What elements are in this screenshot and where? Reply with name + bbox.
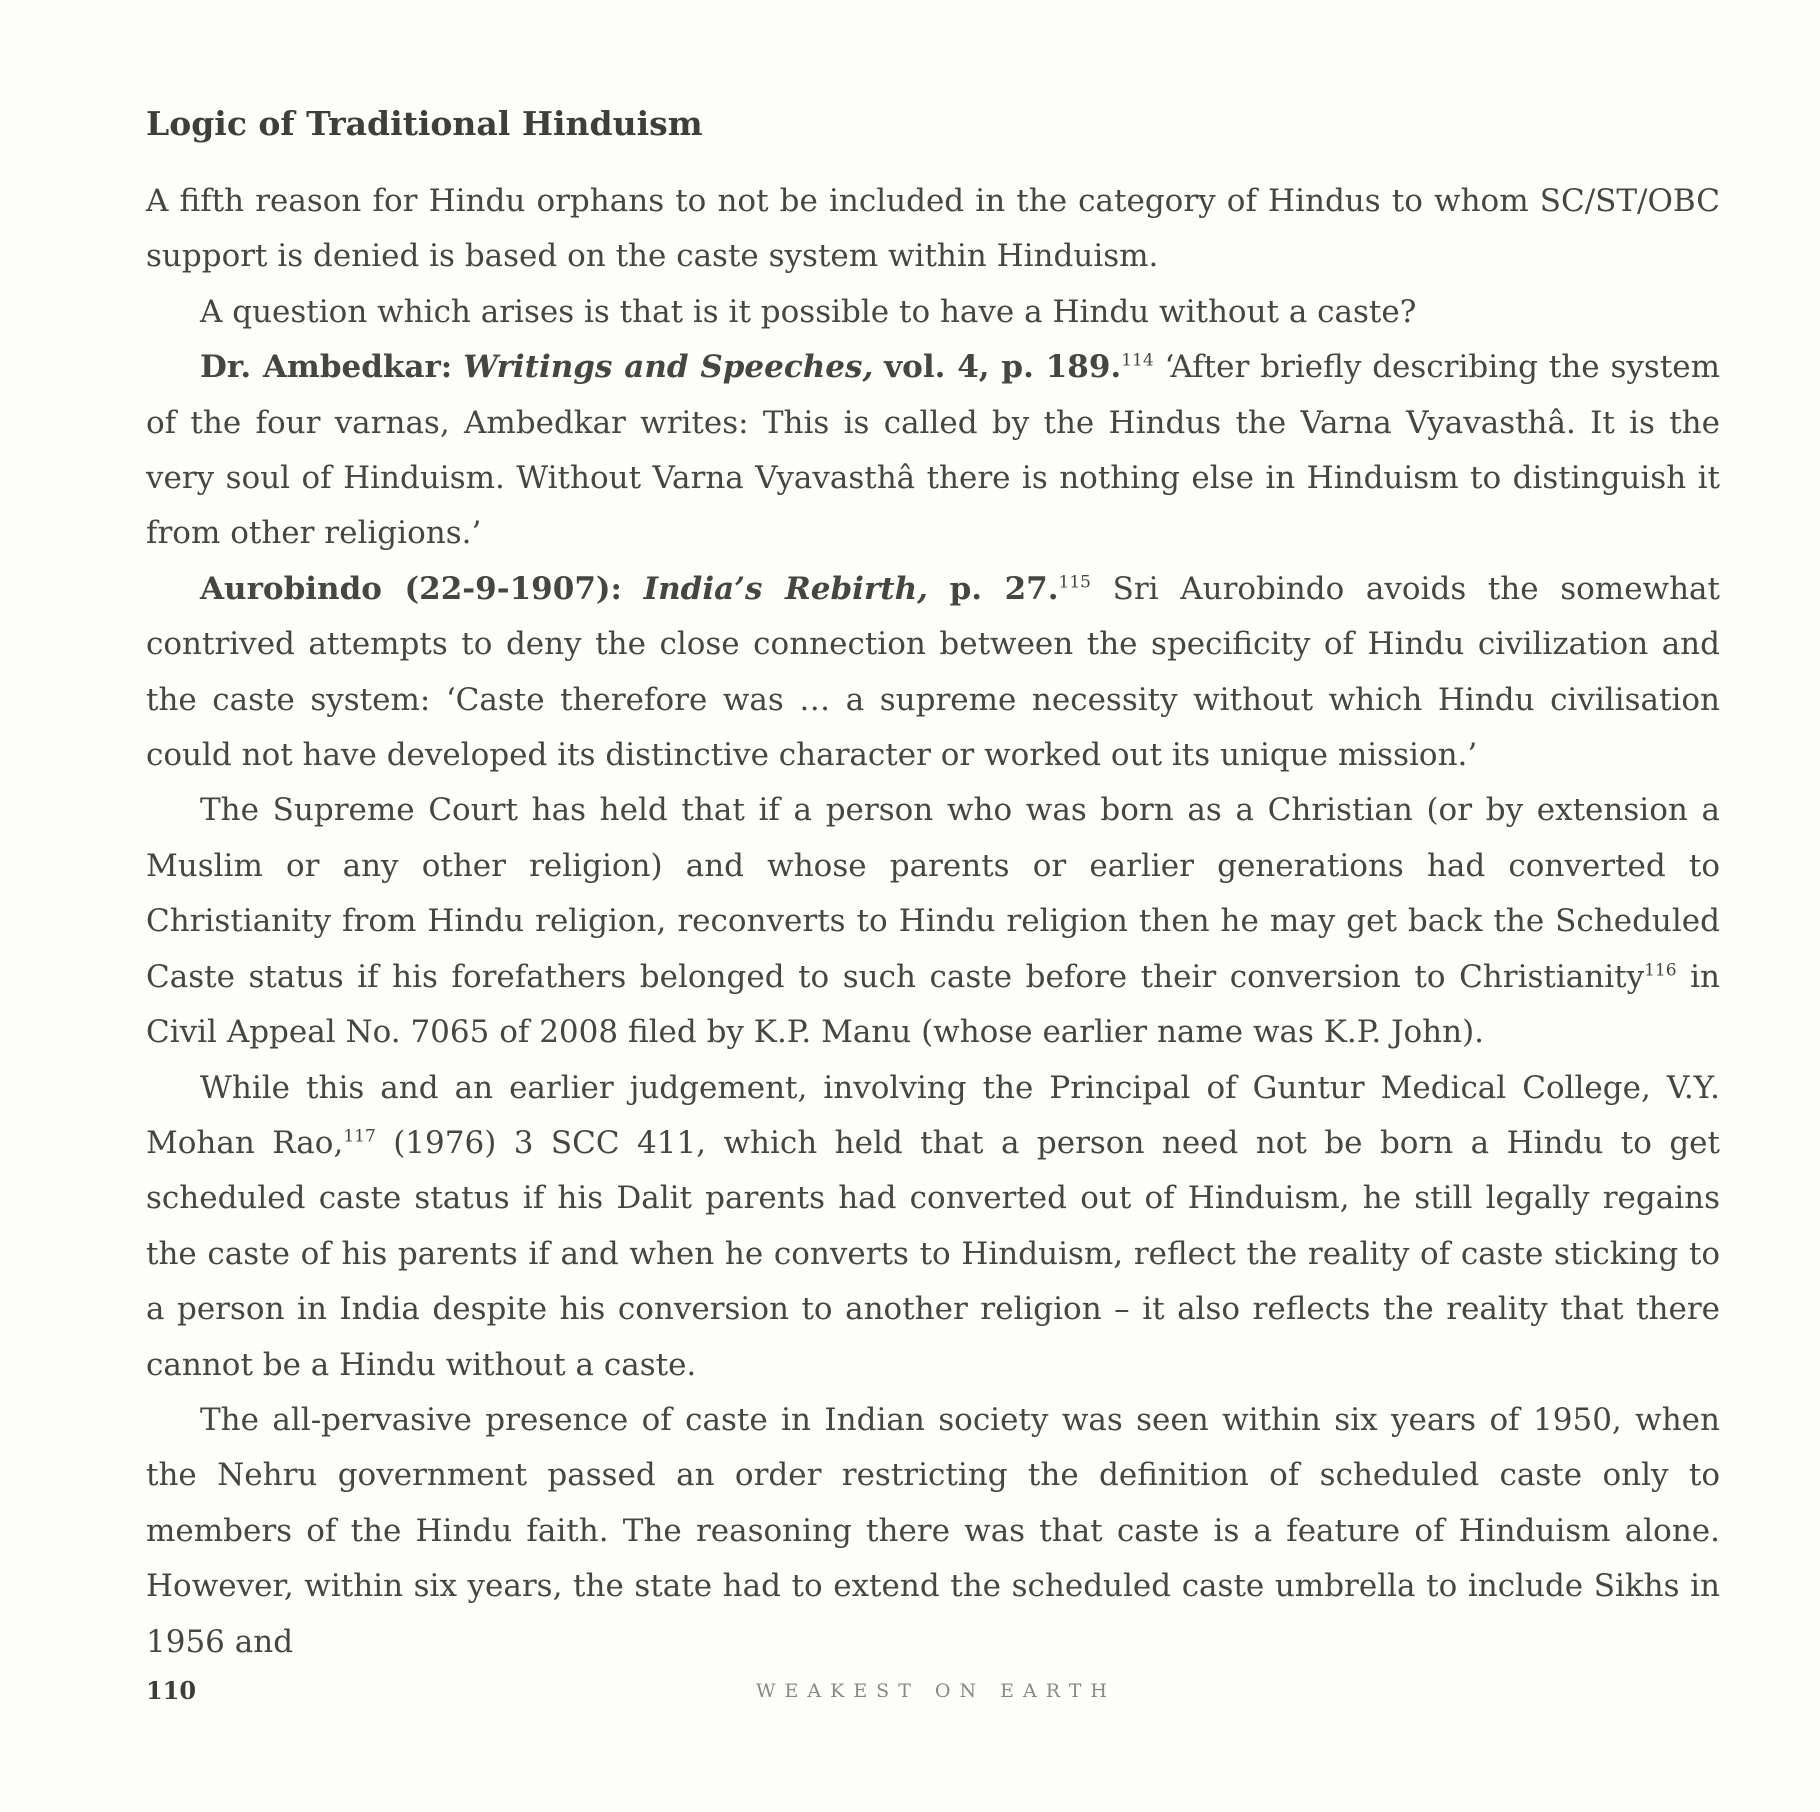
paragraph-4: [146, 562, 1720, 784]
paragraph-6: [146, 1061, 1720, 1393]
section-heading: Logic of Traditional Hinduism: [146, 104, 703, 143]
paragraph-5-text-a: The Supreme Court has held that if a person who was born as a Christian (or by extension a Muslim or any other religion) and whose parents or earlier generations had converted to Christianity from Hindu religion, reconverts to Hindu religion then he may get back the Scheduled Caste status if his forefathers belonged to such caste before their conversion to Christianity: [146, 792, 1720, 995]
footnote-ref-115: 115: [1058, 572, 1091, 593]
footnote-ref-114: 114: [1121, 350, 1154, 371]
paragraph-6-text-b: (1976) 3 SCC 411, which held that a person need not be born a Hindu to get scheduled caste status if his Dalit parents had converted out of Hinduism, he still legally regains the caste of his parents if and when he converts to Hinduism, reflect the reality of caste sticking to a person in India despite his conversion to another religion – it also reflects the reality that there cannot be a Hindu without a caste.: [146, 1124, 1720, 1383]
page-body: [146, 104, 1720, 1670]
paragraph-3-text: ‘After briefly describing the system of the four varnas, Ambedkar writes: This is called by the Hindus the Varna Vyavasthâ. It is the very soul of Hinduism. Without Varna Vyavasthâ there is nothing else in Hinduism to distinguish it from other religions.’: [146, 349, 1721, 552]
citation-author: Aurobindo (22-9-1907):: [200, 570, 623, 607]
footnote-ref-116: 116: [1644, 960, 1677, 981]
citation-page: vol. 4, p. 189.: [884, 349, 1122, 386]
paragraph-5-text-b: in Civil Appeal No. 7065 of 2008 filed by K.P. Manu (whose earlier name was K.P. John).: [146, 958, 1720, 1051]
paragraph-3: [146, 340, 1720, 562]
running-title: WEAKEST ON EARTH: [756, 1680, 1116, 1702]
paragraph-4-text: Sri Aurobindo avoids the somewhat contrived attempts to deny the close connection between the specificity of Hindu civilization and the caste system: ‘Caste therefore was … a supreme necessity without which Hindu civilisation could not have developed its distinctive character or worked out its unique mission.’: [146, 570, 1720, 774]
paragraph-1: A fifth reason for Hindu orphans to not be included in the category of Hindus to whom SC/ST/OBC support is denied is based on the caste system within Hinduism.: [146, 183, 1720, 275]
paragraph-7: The all-pervasive presence of caste in Indian society was seen within six years of 1950, when the Nehru government passed an order restricting the definition of scheduled caste only to members of the Hindu faith. The reasoning there was that caste is a feature of Hinduism alone. However, within six years, the state had to extend the scheduled caste umbrella to include Sikhs in 1956 and: [146, 1401, 1720, 1660]
citation-title: Writings and Speeches,: [463, 349, 874, 386]
paragraph-6-text-a: While this and an earlier judgement, involving the Principal of Guntur Medical College, V.Y. Mohan Rao,: [146, 1069, 1720, 1161]
paragraph-2: A question which arises is that is it possible to have a Hindu without a caste?: [200, 293, 1417, 330]
citation-author: Dr. Ambedkar:: [200, 349, 453, 386]
citation-page: p. 27.: [949, 570, 1059, 607]
footnote-ref-117: 117: [343, 1126, 376, 1147]
page-footer: [146, 1676, 1720, 1716]
page-number: 110: [146, 1676, 197, 1705]
citation-title: India’s Rebirth,: [643, 570, 928, 607]
paragraph-5: [146, 783, 1720, 1060]
